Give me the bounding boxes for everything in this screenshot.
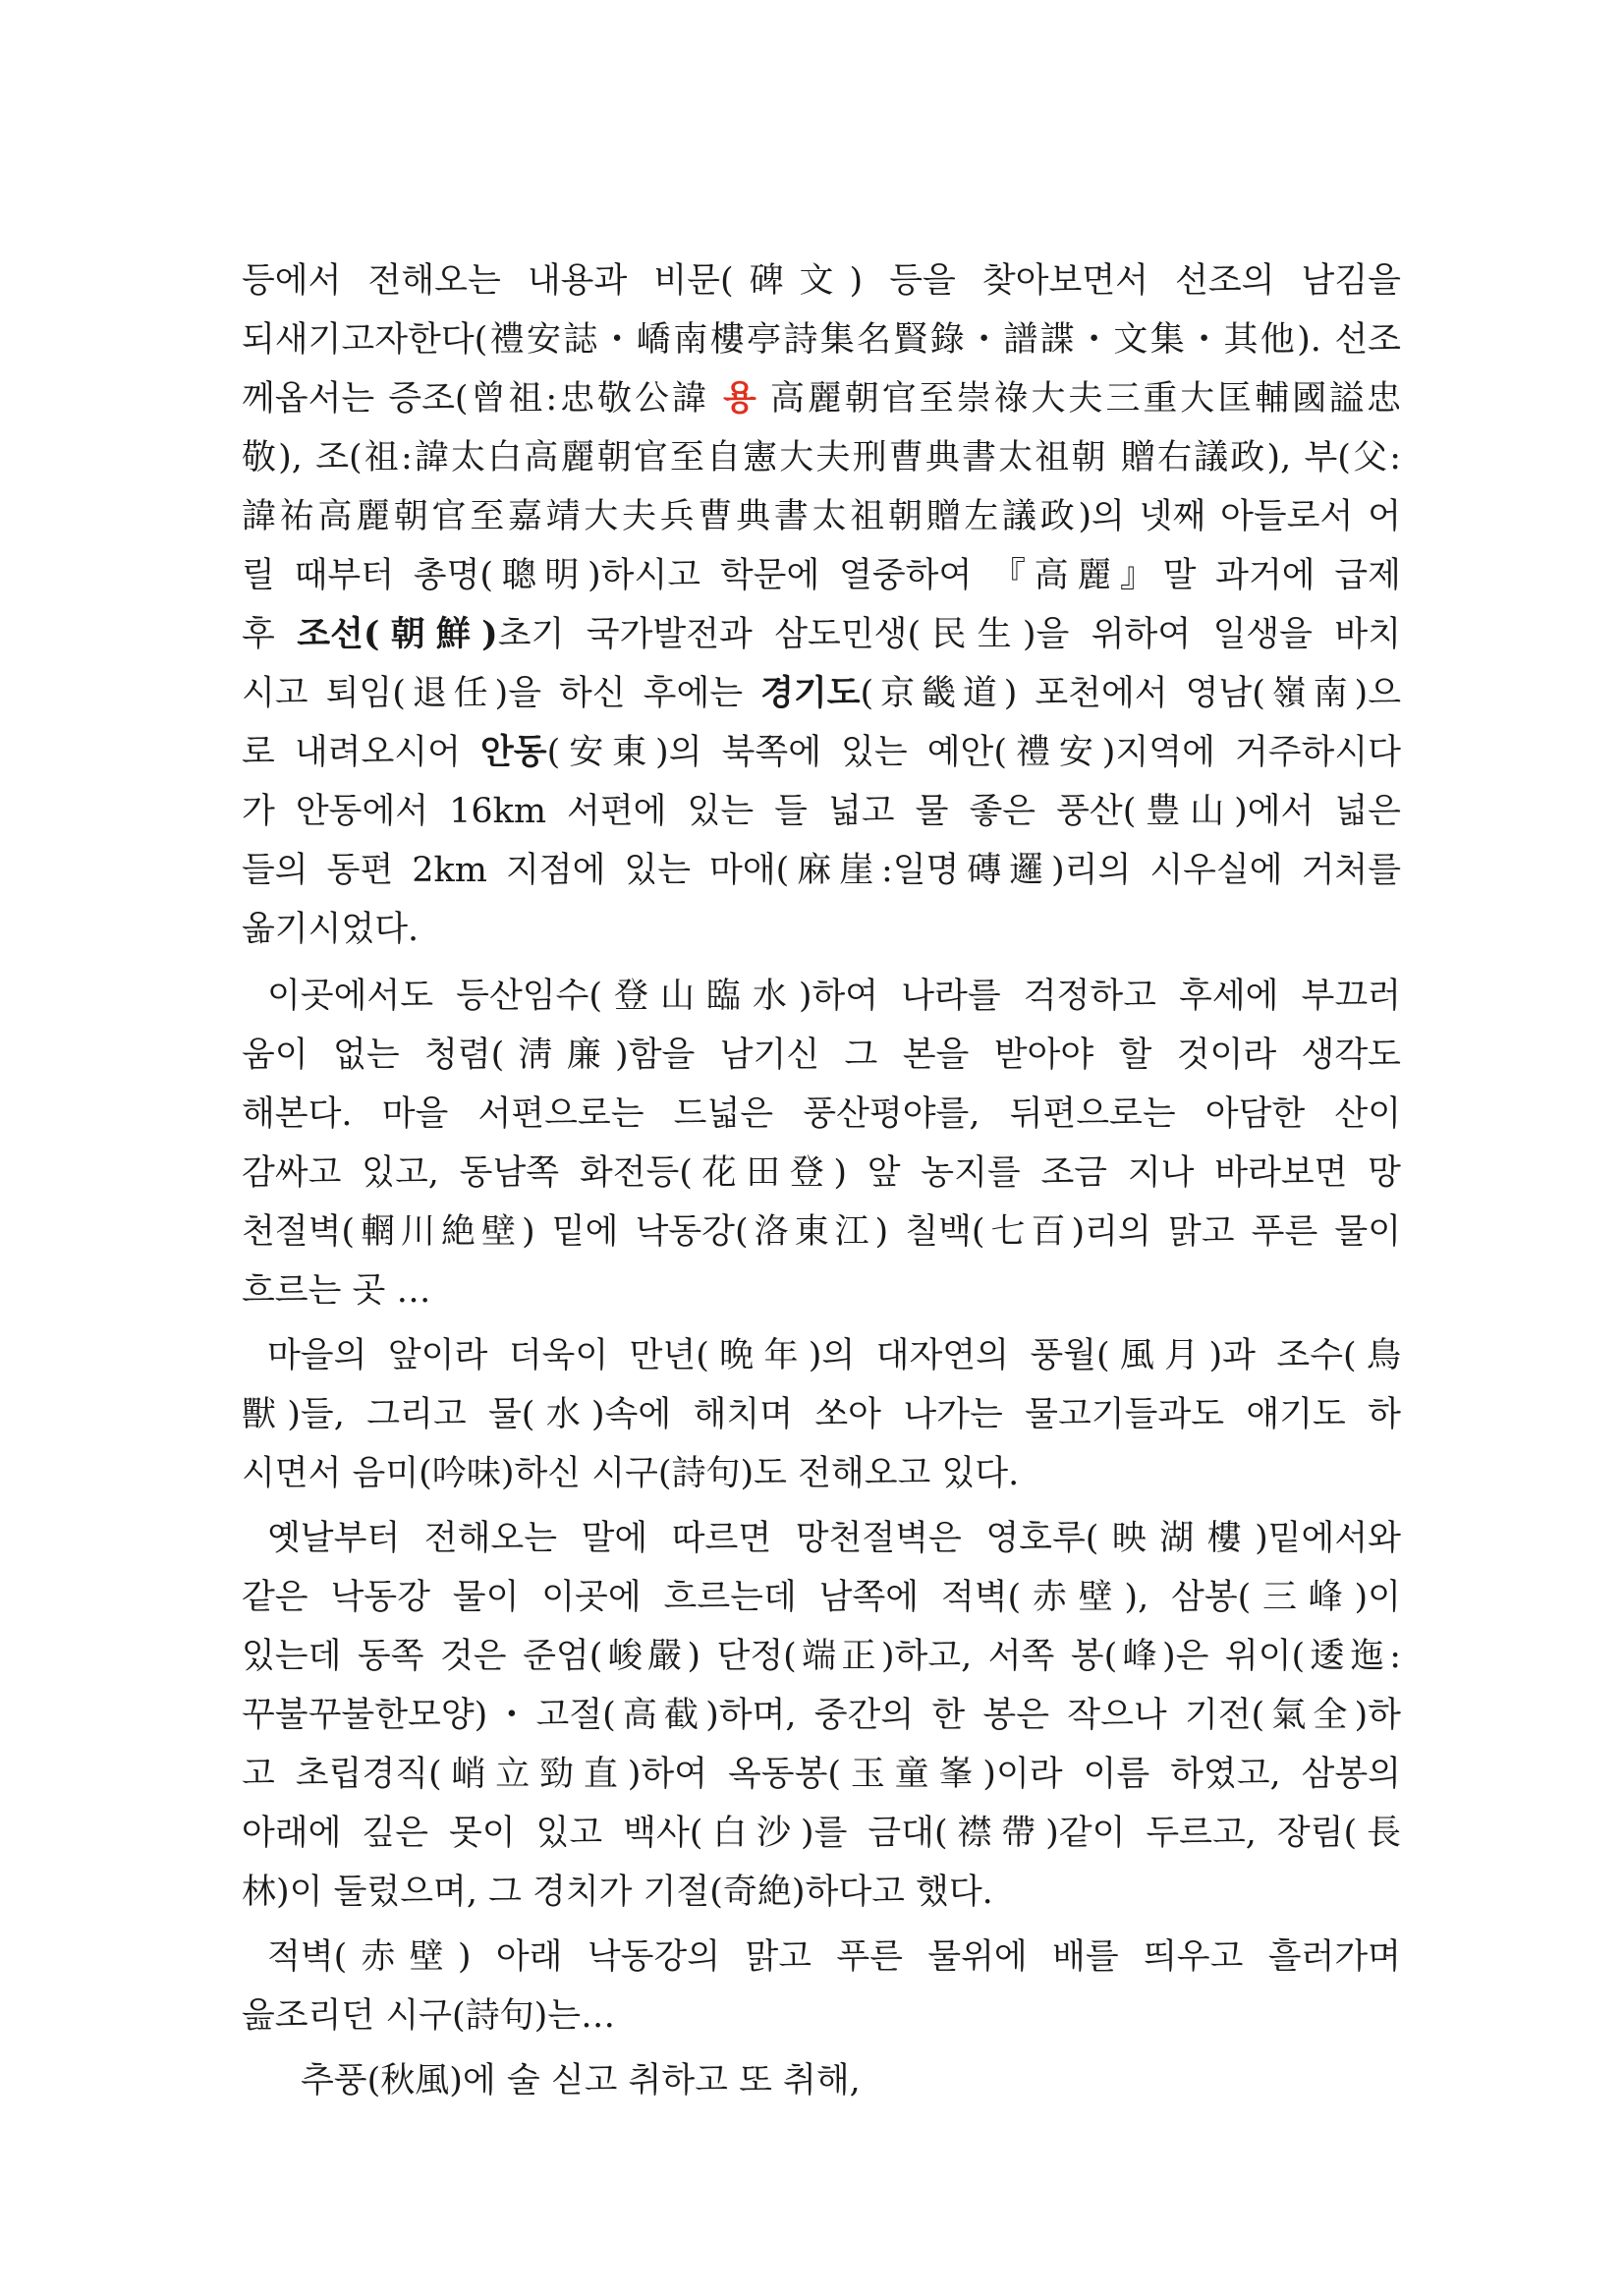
text-line: 적벽(赤壁) 아래 낙동강의 맑고 푸른 물위에 배를 띄우고 흘러가며 bbox=[267, 1937, 1401, 1977]
text-line: 들의 동편 2km 지점에 있는 마애(麻崖:일명磚邏)리의 시우실에 거처를 bbox=[242, 851, 1401, 890]
text-line: 옮기시었다. bbox=[242, 910, 420, 949]
text-line: 敬), 조(祖:諱太白高麗朝官至自憲大夫刑曹典書太祖朝 贈右議政), 부(父: bbox=[242, 438, 1401, 477]
text-line: 천절벽(輞川絶壁) 밑에 낙동강(洛東江) 칠백(七百)리의 맑고 푸른 물이 bbox=[242, 1212, 1401, 1252]
text-line: 옛날부터 전해오는 말에 따르면 망천절벽은 영호루(映湖樓)밑에서와 bbox=[267, 1519, 1401, 1558]
text-line: 꾸불꾸불한모양)・고절(高截)하며, 중간의 한 봉은 작으나 기전(氣全)하 bbox=[242, 1696, 1401, 1735]
text-line: 이곳에서도 등산임수(登山臨水)하여 나라를 걱정하고 후세에 부끄러 bbox=[267, 977, 1401, 1016]
text-line: 해본다. 마을 서편으로는 드넓은 풍산평야를, 뒤편으로는 아담한 산이 bbox=[242, 1094, 1401, 1134]
text-line: 릴 때부터 총명(聰明)하시고 학문에 열중하여 『高麗』말 과거에 급제 bbox=[242, 556, 1401, 595]
text-line: 시면서 음미(吟味)하신 시구(詩句)도 전해오고 있다. bbox=[242, 1454, 1020, 1493]
text-line: 가 안동에서 16km 서편에 있는 들 넓고 물 좋은 풍산(豊山)에서 넓은 bbox=[242, 792, 1401, 831]
text-line: 諱祐高麗朝官至嘉靖大夫兵曹典書太祖朝贈左議政)의 넷째 아들로서 어 bbox=[242, 497, 1401, 536]
text-line: 추풍(秋風)에 술 싣고 취하고 또 취해, bbox=[301, 2061, 861, 2100]
text-line: 같은 낙동강 물이 이곳에 흐르는데 남쪽에 적벽(赤壁), 삼봉(三峰)이 bbox=[242, 1578, 1401, 1617]
text-line: 시고 퇴임(退任)을 하신 후에는 경기도(京畿道) 포천에서 영남(嶺南)으 bbox=[242, 673, 1402, 713]
text-line: 獸)들, 그리고 물(水)속에 해치며 쏘아 나가는 물고기들과도 얘기도 하 bbox=[242, 1395, 1401, 1434]
bold-term: 조선(朝鮮) bbox=[297, 614, 498, 654]
bold-term: 안동 bbox=[479, 732, 547, 772]
text-line: 후 조선(朝鮮)초기 국가발전과 삼도민생(民生)을 위하여 일생을 바치 bbox=[242, 614, 1402, 654]
text-line: 있는데 동쪽 것은 준엄(峻嚴) 단정(端正)하고, 서쪽 봉(峰)은 위이(逶迤: bbox=[242, 1637, 1401, 1676]
text-line: 고 초립경직(峭立勁直)하여 옥동봉(玉童峯)이라 이름 하였고, 삼봉의 bbox=[242, 1755, 1401, 1794]
text-line: 아래에 깊은 못이 있고 백사(白沙)를 금대(襟帶)같이 두르고, 장림(長 bbox=[242, 1814, 1401, 1853]
text-line: 흐르는 곳 … bbox=[242, 1271, 431, 1311]
text-line: 께옵서는 증조(曾祖:忠敬公諱 용 高麗朝官至崇祿大夫三重大匡輔國謚忠 bbox=[242, 378, 1401, 419]
highlighted-name: 용 bbox=[723, 378, 756, 419]
text-line: 林)이 둘렀으며, 그 경치가 기절(奇絶)하다고 했다. bbox=[242, 1873, 993, 1912]
text-line: 되새기고자한다(禮安誌・嶠南樓亭詩集名賢錄・譜諜・文集・其他). 선조 bbox=[242, 320, 1401, 360]
text-line: 읊조리던 시구(詩句)는… bbox=[242, 1996, 616, 2036]
bold-term: 경기도 bbox=[760, 673, 861, 713]
text-line: 감싸고 있고, 동남쪽 화전등(花田登) 앞 농지를 조금 지나 바라보면 망 bbox=[242, 1153, 1401, 1193]
text-line: 로 내려오시어 안동(安東)의 북쪽에 있는 예안(禮安)지역에 거주하시다 bbox=[242, 732, 1401, 772]
text-line: 움이 없는 청렴(淸廉)함을 남기신 그 본을 받아야 할 것이라 생각도 bbox=[242, 1036, 1401, 1075]
text-line: 마을의 앞이라 더욱이 만년(晩年)의 대자연의 풍월(風月)과 조수(鳥 bbox=[267, 1336, 1401, 1375]
text-line: 등에서 전해오는 내용과 비문(碑文) 등을 찾아보면서 선조의 남김을 bbox=[242, 261, 1401, 301]
